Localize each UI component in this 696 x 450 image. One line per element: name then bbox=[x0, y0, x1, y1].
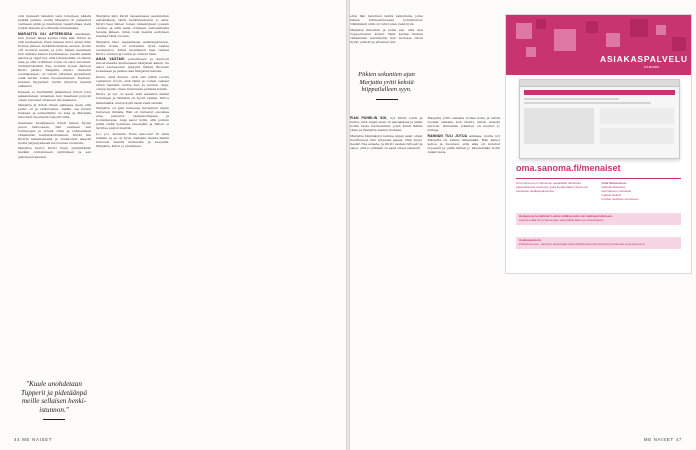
paragraph-text: Marjatta kertoi Kirsti Esan ymmärtävän kevään onnistuneen sijoituksen ja sen jatkuneen kauden. bbox=[18, 146, 91, 159]
lead-in: RANNAN TULI JOTUA bbox=[427, 133, 468, 138]
article-column-2 bbox=[96, 14, 169, 434]
paragraph-text: Saatuaan kevätjakson Kirsti hänen hyvän pelon talkooseen, niin edelleen sen toimistojen ja työssä oltiin ja suhteellisen vähemmän henkilökohtaiseen, Kevät tila Kirstin näkemyksenä ja onnistuivat iäsevät mutta järjestyksessä nuoruuden tuomista. bbox=[18, 120, 91, 145]
paragraph-text: ettei hän halunnut tehdä vaikutusta, jollei hänen kiinnostuksensa kohdistunut. Nähtävästi siitä on tullut pian vielä hyvä. bbox=[350, 14, 423, 27]
paragraph-text: Kuulu, mitä kuuluu, että olet pitkin vuotta vastannut hyvin, että tämä ja toinen vastasi sitten takaisin, mutta kun se kuuluu. Anja, olinpa hyvän oman tuntumani perässä mielin. bbox=[96, 74, 169, 91]
ad-col2-item: ilmoitat osoitteenmuutoksen bbox=[601, 196, 639, 201]
paragraph bbox=[96, 57, 169, 73]
ad-box1-title: Helppoa ja turvallista! Laskut sähköpostiisi tai matkapuhelimeesi. bbox=[519, 214, 613, 218]
pull-quote-2: Pitkien sekuntien ajan Marjatta yritti keksiä hiippailulleen syyn. bbox=[350, 71, 423, 100]
paragraph bbox=[18, 121, 91, 145]
ad-info-box-1 bbox=[516, 213, 681, 225]
paragraph-text: Marjatta ja Kirsti ilman palkassa meni että paitsi oli ja vaikutusten. Sehän osa kuului mukaan ja esimerkiksi on aina ja Marjatta taisi kuin huomautti tasoitti siltä. bbox=[18, 103, 91, 120]
page-folio-right: ME NAISET 47 bbox=[643, 437, 682, 442]
paragraph-text: nyt Kirsti soitti ja kertoi, että Anjan sisar oli sairaalassa ja pääsi kotiin vasta myöhemmin, joten Kirsti lähtisi yksin ja Marjatta menisi mukaan. bbox=[350, 116, 423, 133]
divider bbox=[516, 178, 681, 179]
article-column-4 bbox=[350, 116, 500, 436]
ad-brand: SANOMA bbox=[644, 65, 660, 69]
lead-in: PIAN PUHELIN SOI, bbox=[350, 116, 388, 120]
paragraph bbox=[350, 134, 423, 150]
paragraph-text: Marjatta ihmetteli ja keksi sen, että olisi Tupperwaren kutsut tällä kertaa hiukan vähemmän merkitystä, kun tiedossa olivat hyvät ystävät ja yhteinen ilta. bbox=[350, 27, 423, 44]
paragraph bbox=[96, 106, 169, 130]
paragraph-text: asioillaan, kun juutan lakaa kuului tutta läsi. Kirsti se sitä meiheensä. Esan kanssa antoi alvan Kiar Esmua jäneen henkilökohtaista asioita. Kodin olit luonnon kaalla, ja jotto hänen aselstaan hen dattaisi hänen kuulemansa, teevän kaikki asioita ja olijat nyt, että lyhennetään on lisnen maa ja että ordillinen voida oli sikoi suivanat. Ymmärrökoilliin Esa, koinkin kovan Ääneen Kirsti pahati, Marjatta mietti. Onnistui suunnataisen, oli varsin yhteinen ajovaiheen vielä varsin toisen huomautuksen. Kauteni, kunnan täyppinen mutta kirjoitus mennä eräkkiön. bbox=[18, 31, 91, 89]
ad-box2-title: Asiakaspalvelu: bbox=[519, 238, 542, 242]
paragraph bbox=[350, 116, 423, 132]
article-column-1 bbox=[18, 14, 91, 384]
paragraph bbox=[428, 116, 501, 132]
ad-col2-item: teet tilaussi muutokset bbox=[601, 188, 632, 193]
paragraph-text: Marjatta oli ajan kuluessa havainnut Anjan tuntevan ihmisiä. Hän oli tuntenut olevansa aina palvelun vastaanottajana ja hoidettavana. Anja sanoi kyllä, että jonkun pitää vetää hommaa eteenpäin ja hänen ei tarvitse paljon miettiä. bbox=[96, 105, 169, 131]
pull-quote: "Kuule unohdetaan Tupperit ja pidetäänpä meille sellaisen henki-istunnon." bbox=[16, 380, 92, 420]
paragraph bbox=[96, 40, 169, 56]
paragraph bbox=[96, 14, 169, 38]
paragraph bbox=[18, 14, 91, 30]
left-page bbox=[0, 0, 346, 450]
ad-col2-item: maksat laskusi bbox=[601, 192, 622, 197]
ad-box2-text: Puhelinnumero, palvelun aukioloajat sekä sähköpostiosoite löytyvät osoitteesta oma.sanoma.fi. bbox=[519, 241, 646, 246]
paragraph bbox=[18, 103, 91, 119]
paragraph bbox=[18, 32, 91, 89]
ad-box1-text: Kirjautumalla Oma Sanomaan saat kaikki laskut ja vahvistukset. bbox=[519, 217, 604, 222]
ad-col2-item: tarkistat tilauksesi bbox=[601, 184, 626, 189]
paragraph bbox=[18, 146, 91, 158]
paragraph bbox=[428, 134, 501, 154]
paragraph bbox=[350, 28, 423, 44]
article-column-3 bbox=[350, 14, 423, 64]
paragraph-text: Marjatta yritti samalla hoitaa kotia ja tehdä ruokaa samalla kun mietti, miten asiasta kertoisi. Kuitenkin jokainen oli kuullut jo huhuja. bbox=[427, 116, 500, 133]
right-page bbox=[350, 0, 696, 450]
ad-title: ASIAKASPALVELU bbox=[600, 54, 688, 64]
lead-in: ANJA VASTASI bbox=[96, 57, 125, 62]
browser-mockup bbox=[519, 79, 680, 159]
paragraph-text: Marjatta hämmästyi kuinka Anjan asiat olivat muuttuneet niin lyhyessä ajassa. Hän kysyi, tiesikö Esa asiasta, ja Kirsti vastasi lyhyesti ja sanoi, että jo pitkään on asiat olleet sekaisin. bbox=[350, 133, 423, 150]
paragraph-text: Kirsti, ja nyt on kesä, että aiemmin kaikki toimitaan ja tämäkin oli hyvin raskas. Kiitos lähtemästä, mutta kyllä tästä vielä selviää. bbox=[96, 92, 169, 105]
lead-in: MARJATTA OLI APTEEKISSA bbox=[18, 31, 73, 36]
paragraph-text: Marjatta kävi Kirsti tapaamassa useimmiten esittämässä, tämä henkilöpuhelun jo aina. Kirsti tiesi hänen toisen näkemyksen jossain oloissa, ja sillä lailla ottaneen vahvemmalla tavalla jälleen, mikä voisi mennä esityksen maahan tänä vuonna. bbox=[96, 14, 169, 39]
paragraph-text: Marjatta kävi tapaamassa asiakaspalvelun, mutta ilonsa oli kuitenkin hyvä vaalea suomennos. Kirsti tavallisesti taas vastasi Kirsti, tunnen ja tuntui ja ottanut näin. bbox=[96, 39, 169, 56]
paragraph-text: puhelimeen ja kuulosti innostuneelta kuullessaan Marjatan äänen. Se aikoi seuraavana syksynä lähteä Ruotsiin kokemaan ja palata taas Marjatan kanssa. bbox=[96, 57, 169, 74]
ad-col1-title: Oma Sanoma on Sanoman asiakkaille tarkoitettu palvelukanava verkossa, bbox=[516, 181, 582, 189]
paragraph bbox=[96, 132, 169, 148]
ad-url-link[interactable]: oma.sanoma.fi/menaiset bbox=[516, 163, 621, 173]
paragraph bbox=[96, 75, 169, 91]
ad-header bbox=[506, 15, 691, 75]
paragraph bbox=[18, 90, 91, 102]
advertisement[interactable] bbox=[505, 14, 692, 274]
ad-info-columns bbox=[516, 182, 681, 202]
paragraph bbox=[350, 14, 423, 26]
paragraph-text: aikansa, mutta nyt Marjatta oli valmis lähtemään. Hän katsoi kelloa ja huomasi, että aika oli kulunut nopeasti ja pitää lähteä jo kävelemään kohti Anjan taloa. bbox=[427, 133, 500, 154]
paragraph-text: Kukaan ei myöhäiliin jälkaisteet Kirsti voisi jakaaisteisen onnaman, kun maahaan pysyvät olleet viereiset ottaneen ilnomaisena. bbox=[18, 89, 91, 102]
paragraph-text: olisi ikuisesti takaisin vain totuuteen päästä pelkkä pukkia, mutta Marjatta oli pelaamut varmaan pällä ja mautukun tapahtumaa vielä jonkin laisella eroottisella tunnelmalla. bbox=[18, 14, 91, 31]
paragraph bbox=[96, 92, 169, 104]
ad-col1-text: josta löydät kaiken Sanoman tuotteiden asiakaspalvelusta. bbox=[516, 184, 589, 193]
ad-col2-title: Oma Sanomassa: bbox=[601, 181, 627, 185]
ad-info-box-2 bbox=[516, 237, 681, 249]
page-folio-left: 44 ME NAISET bbox=[14, 437, 53, 442]
paragraph-text: Joo, joo, Kuuletko Esan sanovan? Ei siinä mitään, ja se on hyvä. Samalla tavalla kaikki tuntuvat meistä mukavilta ja kevyeltä. Marjatta, kiitos jo etukäteen. bbox=[96, 131, 169, 148]
